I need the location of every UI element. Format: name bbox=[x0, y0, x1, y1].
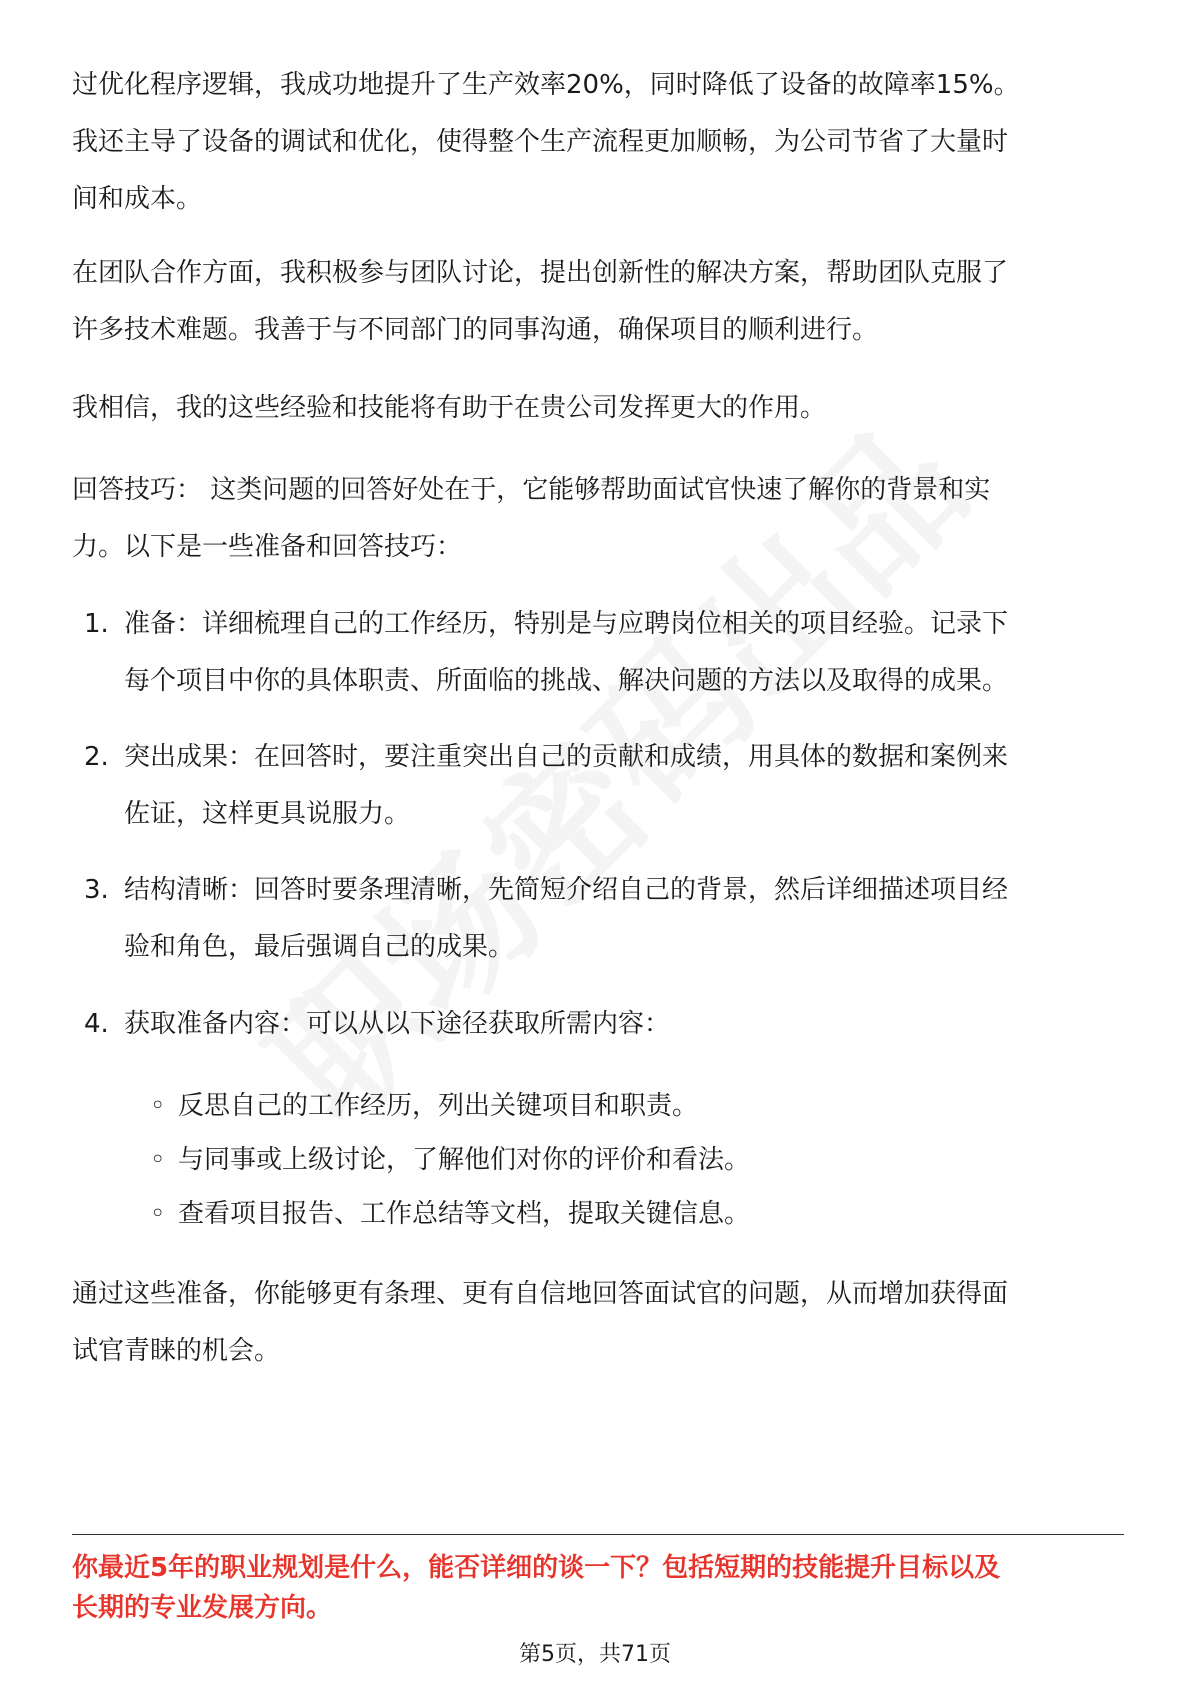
closing-paragraph bbox=[72, 1266, 1122, 1380]
text-line: 许多技术难题。我善于与不同部门的同事沟通，确保项目的顺利进行。 bbox=[72, 315, 879, 345]
list-number: 1. bbox=[84, 609, 109, 639]
list-text bbox=[124, 596, 1124, 710]
teamwork-paragraph bbox=[72, 245, 1122, 359]
divider bbox=[72, 1534, 1124, 1535]
text-line: 通过这些准备，你能够更有条理、更有自信地回答面试官的问题，从而增加获得面 bbox=[72, 1279, 1009, 1309]
text-line: 过优化程序逻辑，我成功地提升了生产效率20%，同时降低了设备的故障率15%。 bbox=[72, 70, 1020, 100]
bullet-icon: ◦ bbox=[150, 1145, 166, 1175]
bullet-text: 反思自己的工作经历，列出关键项目和职责。 bbox=[178, 1091, 699, 1121]
page-footer: 第5页，共71页 bbox=[519, 1642, 671, 1667]
list-item bbox=[84, 996, 1124, 1053]
belief-paragraph: 我相信，我的这些经验和技能将有助于在贵公司发挥更大的作用。 bbox=[72, 393, 827, 423]
tips-paragraph bbox=[72, 462, 1122, 576]
list-number: 3. bbox=[84, 875, 109, 905]
text-line: 每个项目中你的具体职责、所面临的挑战、解决问题的方法以及取得的成果。 bbox=[124, 666, 1009, 696]
text-line: 我还主导了设备的调试和优化，使得整个生产流程更加顺畅，为公司节省了大量时 bbox=[72, 127, 1009, 157]
text-line: 结构清晰：回答时要条理清晰，先简短介绍自己的背景，然后详细描述项目经 bbox=[124, 875, 1009, 905]
text-line: 间和成本。 bbox=[72, 184, 203, 214]
text-line: 试官青睐的机会。 bbox=[72, 1336, 281, 1366]
text-line: 力。以下是一些准备和回答技巧： bbox=[72, 532, 463, 562]
sub-bullet bbox=[150, 1078, 1110, 1135]
list-number: 4. bbox=[84, 1009, 109, 1039]
bullet-text: 与同事或上级讨论，了解他们对你的评价和看法。 bbox=[178, 1145, 751, 1175]
text-line: 长期的专业发展方向。 bbox=[72, 1593, 333, 1623]
text-line: 你最近5年的职业规划是什么，能否详细的谈一下？包括短期的技能提升目标以及 bbox=[72, 1553, 1001, 1583]
text-line: 回答技巧： 这类问题的回答好处在于，它能够帮助面试官快速了解你的背景和实 bbox=[72, 475, 991, 505]
text-line: 准备：详细梳理自己的工作经历，特别是与应聘岗位相关的项目经验。记录下 bbox=[124, 609, 1009, 639]
list-item bbox=[84, 729, 1124, 843]
list-number: 2. bbox=[84, 742, 109, 772]
list-text: 获取准备内容：可以从以下途径获取所需内容： bbox=[124, 1009, 671, 1039]
list-item bbox=[84, 862, 1124, 976]
bullet-text: 查看项目报告、工作总结等文档，提取关键信息。 bbox=[178, 1199, 751, 1229]
text-line: 在团队合作方面，我积极参与团队讨论，提出创新性的解决方案，帮助团队克服了 bbox=[72, 258, 1009, 288]
sub-bullet bbox=[150, 1132, 1110, 1189]
list-text bbox=[124, 729, 1124, 843]
bullet-icon: ◦ bbox=[150, 1199, 166, 1229]
intro-paragraph bbox=[72, 57, 1122, 228]
bullet-icon: ◦ bbox=[150, 1091, 166, 1121]
sub-bullet bbox=[150, 1186, 1110, 1243]
text-line: 验和角色，最后强调自己的成果。 bbox=[124, 932, 515, 962]
list-text bbox=[124, 862, 1124, 976]
list-item bbox=[84, 596, 1124, 710]
next-question-heading bbox=[72, 1548, 1132, 1628]
text-line: 佐证，这样更具说服力。 bbox=[124, 799, 411, 829]
text-line: 突出成果：在回答时，要注重突出自己的贡献和成绩，用具体的数据和案例来 bbox=[124, 742, 1009, 772]
